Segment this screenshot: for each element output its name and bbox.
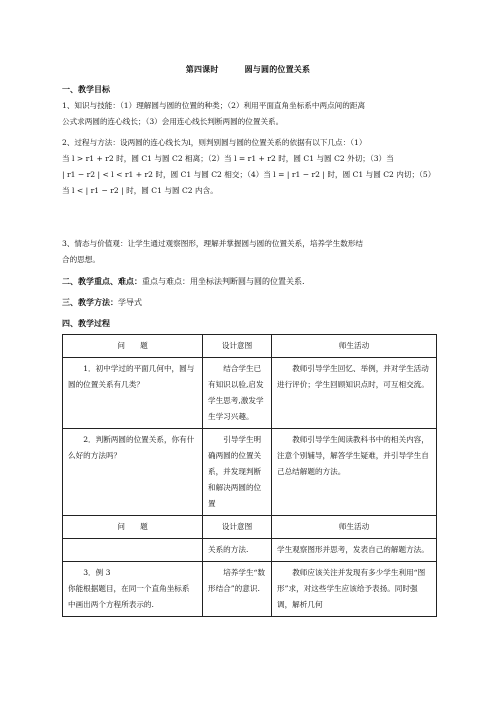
paragraph-line: 公式求两圆的连心线长；（3）会用连心线长判断两圆的位置关系。 [62, 117, 284, 126]
lesson-label: 第四课时 [185, 65, 219, 74]
table-cell: 引导学生明确两圆的位置关系，并发现判断和解决两圆的位置 [203, 429, 272, 516]
section-method-text: 学导式 [118, 298, 142, 307]
table-header-row [63, 516, 437, 539]
table-row [63, 358, 437, 429]
header-intent: 设计意图 [203, 516, 272, 539]
table-cell: 1．初中学过的平面几何中，圆与圆的位置关系有几类？ [63, 358, 203, 429]
paragraph-line: 当 l > r1 + r2 时，圆 C1 与圆 C2 相离；（2）当 l = r1 + r2 时，圆 C1 与圆 C2 外切；（3）当 [62, 154, 394, 163]
table-cell: 关系的方法. [203, 539, 272, 562]
table-cell: 教师引导学生回忆、举例，并对学生活动进行评价；学生回顾知识点时，可互相交流。 [272, 358, 437, 429]
paragraph-line: 1、知识与技能：（1）理解圆与圆的位置的种类；（2）利用平面直角坐标系中两点间的距离 [62, 101, 366, 110]
table-cell: 培养学生“数形结合”的意识. [203, 562, 272, 617]
table-row [63, 429, 437, 516]
objective-knowledge [62, 98, 436, 130]
table-row [63, 562, 437, 617]
objective-values [62, 236, 436, 268]
objective-process [62, 135, 436, 199]
table-cell: 教师引导学生阅读教科书中的相关内容，注意个别辅导，解答学生疑难，并引导学生自己总结解题的方法。 [272, 429, 437, 516]
section-process-heading: 四、教学过程 [62, 319, 110, 328]
teaching-process-table [62, 334, 437, 617]
example-title: 3．例 3 你能根据题目，在同一个直角坐标系中画出两个方程所表示的. [68, 568, 190, 609]
paragraph-line: 2、过程与方法：设两圆的连心线长为l，则判别圆与圆的位置关系的依据有以下几点：（1） [62, 138, 367, 147]
table-cell: 结合学生已有知识以验,启发学生思考,激发学生学习兴趣。 [203, 358, 272, 429]
table-row [63, 539, 437, 562]
section-keypoints [62, 276, 305, 287]
header-intent: 设计意图 [203, 335, 272, 358]
table-cell [63, 562, 203, 617]
paragraph-line: | r1 − r2 | < l < r1 + r2 时，圆 C1 与圆 C2 相交；（4）当 l = | r1 − r2 | 时，圆 C1 与圆 C2 内切；（5） [62, 170, 436, 179]
table-header-row [63, 335, 437, 358]
header-activity: 师生活动 [272, 516, 437, 539]
header-question: 问 题 [63, 516, 203, 539]
header-activity: 师生活动 [272, 335, 437, 358]
paragraph-line: 当 l < | r1 − r2 | 时，圆 C1 与圆 C2 内含。 [62, 186, 218, 195]
section-keypoints-heading: 二、教学重点、难点： [62, 277, 142, 286]
table-cell: 教师应该关注并发现有多少学生利用“图形”求，对这些学生应该给予表扬。同时强调，解析几何 [272, 562, 437, 617]
table-cell: 2．判断两圆的位置关系，你有什么好的方法吗？ [63, 429, 203, 516]
section-keypoints-text: 重点与难点：用坐标法判断圆与圆的位置关系. [142, 277, 305, 286]
paragraph-line: 合的思想。 [62, 255, 100, 264]
page-title [0, 64, 496, 75]
section-objectives-heading: 一、教学目标 [62, 85, 110, 94]
section-method-heading: 三、教学方法： [62, 298, 118, 307]
header-question: 问 题 [63, 335, 203, 358]
table-cell [63, 539, 203, 562]
paragraph-line: 3、情态与价值观：让学生通过观察图形，理解并掌握圆与圆的位置关系，培养学生数形结 [62, 239, 363, 248]
table-cell: 学生观察图形并思考，发表自己的解题方法。 [272, 539, 437, 562]
section-method [62, 297, 142, 308]
topic-label: 圆与圆的位置关系 [244, 65, 311, 74]
